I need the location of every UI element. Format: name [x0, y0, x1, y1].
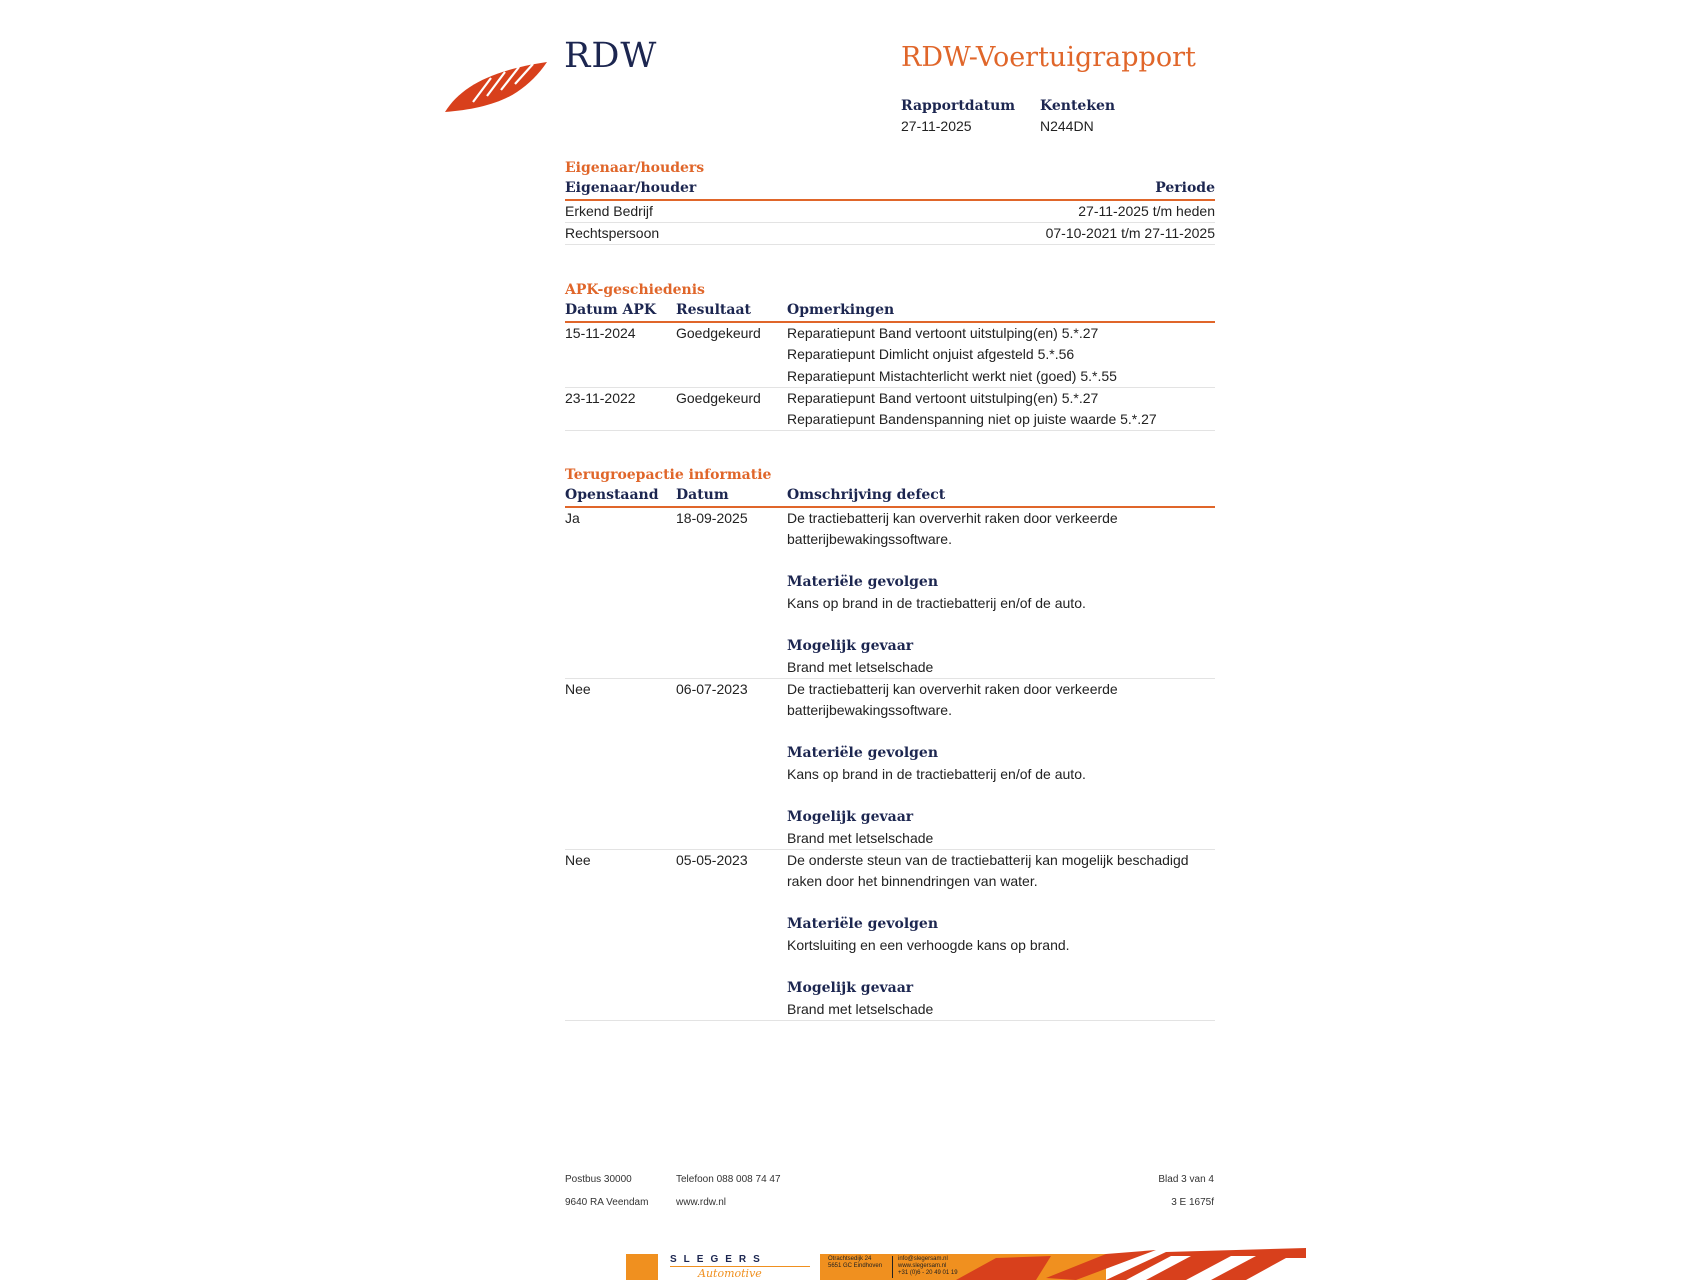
material-consequences-heading: Materiële gevolgen: [787, 744, 939, 761]
banner-address-line: 5651 GC Eindhoven: [828, 1263, 883, 1269]
column-header-date: Datum: [676, 487, 729, 503]
column-header-description: Omschrijving defect: [787, 487, 946, 503]
material-consequences-text: Kans op brand in de tractiebatterij en/of de auto.: [787, 766, 1086, 783]
recall-open-cell: Ja: [565, 510, 580, 526]
footer-phone: Telefoon 088 008 74 47: [676, 1174, 781, 1185]
banner-brand: SLEGERS: [670, 1254, 767, 1265]
material-consequences-text: Kans op brand in de tractiebatterij en/of de auto.: [787, 595, 1086, 612]
table-row: [565, 508, 1215, 679]
recall-description-line: De onderste steun van de tractiebatterij kan mogelijk beschadigd: [787, 852, 1189, 868]
footer-postbus: Postbus 30000: [565, 1174, 632, 1185]
period-cell: 07-10-2021 t/m 27-11-2025: [1045, 225, 1215, 241]
column-header-period: Periode: [1155, 180, 1215, 196]
possible-danger-heading: Mogelijk gevaar: [787, 979, 914, 996]
section-title: Eigenaar/houders: [565, 160, 705, 176]
material-consequences-text: Kortsluiting en een verhoogde kans op brand.: [787, 937, 1070, 954]
table-row: [565, 223, 1215, 245]
apk-result-cell: Goedgekeurd: [676, 325, 761, 341]
column-header-owner: Eigenaar/houder: [565, 180, 697, 196]
table-row: [565, 679, 1215, 850]
table-row: [565, 850, 1215, 1021]
table-row: [565, 323, 1215, 388]
section-title: Terugroepactie informatie: [565, 467, 772, 483]
apk-remark: Reparatiepunt Bandenspanning niet op juiste waarde 5.*.27: [787, 411, 1157, 428]
apk-remark: Reparatiepunt Mistachterlicht werkt niet (goed) 5.*.55: [787, 367, 1117, 384]
plate-label: Kenteken: [1040, 98, 1116, 114]
owner-cell: Erkend Bedrijf: [565, 203, 653, 219]
footer-document-code: 3 E 1675f: [1171, 1197, 1214, 1208]
apk-remark: Reparatiepunt Band vertoont uitstulping(en) 5.*.27: [787, 390, 1099, 406]
period-cell: 27-11-2025 t/m heden: [1078, 203, 1215, 219]
table-header: [565, 300, 1215, 323]
section-title: APK-geschiedenis: [565, 282, 705, 298]
table-row: [565, 388, 1215, 431]
column-header-open: Openstaand: [565, 487, 659, 503]
recall-section: [565, 465, 1215, 1021]
recall-open-cell: Nee: [565, 852, 591, 868]
owners-section: [565, 158, 1215, 245]
table-header: [565, 178, 1215, 201]
report-title: RDW-Voertuigrapport: [901, 42, 1196, 73]
banner-contact-line: info@slegersam.nl: [898, 1256, 948, 1262]
banner-contact-line: www.slegersam.nl: [898, 1263, 947, 1269]
recall-date-cell: 18-09-2025: [676, 510, 748, 526]
table-row: [565, 201, 1215, 223]
possible-danger-text: Brand met letselschade: [787, 659, 934, 676]
footer-website[interactable]: www.rdw.nl: [676, 1197, 727, 1208]
footer-page-number: Blad 3 van 4: [1158, 1174, 1214, 1185]
column-header-date: Datum APK: [565, 302, 657, 318]
apk-result-cell: Goedgekeurd: [676, 390, 761, 406]
possible-danger-heading: Mogelijk gevaar: [787, 637, 914, 654]
banner-orange-block: [626, 1254, 660, 1280]
banner-separator: [892, 1256, 893, 1278]
recall-date-cell: 05-05-2023: [676, 852, 748, 868]
rdw-logo-text: RDW: [564, 36, 658, 76]
report-date: 27-11-2025: [901, 118, 972, 134]
banner-contact-line: +31 (0)6 - 20 49 01 19: [898, 1270, 958, 1276]
banner-address-line: Otrachtsedijk 24: [828, 1256, 872, 1262]
possible-danger-text: Brand met letselschade: [787, 1001, 934, 1018]
owner-cell: Rechtspersoon: [565, 225, 660, 241]
apk-date-cell: 15-11-2024: [565, 325, 636, 341]
recall-open-cell: Nee: [565, 681, 591, 697]
apk-remark: Reparatiepunt Band vertoont uitstulping(en) 5.*.27: [787, 325, 1099, 341]
banner-script: Automotive: [698, 1267, 762, 1280]
material-consequences-heading: Materiële gevolgen: [787, 915, 939, 932]
recall-description-line: batterijbewakingssoftware.: [787, 531, 952, 548]
column-header-remarks: Opmerkingen: [787, 302, 895, 318]
rdw-logo-icon: [443, 56, 553, 114]
recall-description-line: De tractiebatterij kan oververhit raken door verkeerde: [787, 510, 1118, 526]
report-date-label: Rapportdatum: [901, 98, 1016, 114]
possible-danger-text: Brand met letselschade: [787, 830, 934, 847]
apk-date-cell: 23-11-2022: [565, 390, 636, 406]
recall-date-cell: 06-07-2023: [676, 681, 748, 697]
banner-stripes-graphic: [956, 1248, 1306, 1280]
apk-remark: Reparatiepunt Dimlicht onjuist afgesteld 5.*.56: [787, 346, 1075, 363]
table-header: [565, 485, 1215, 508]
column-header-result: Resultaat: [676, 302, 751, 318]
recall-description-line: De tractiebatterij kan oververhit raken door verkeerde: [787, 681, 1118, 697]
plate-number: N244DN: [1040, 118, 1094, 134]
material-consequences-heading: Materiële gevolgen: [787, 573, 939, 590]
apk-section: [565, 280, 1215, 431]
recall-description-line: batterijbewakingssoftware.: [787, 702, 952, 719]
possible-danger-heading: Mogelijk gevaar: [787, 808, 914, 825]
dealer-banner: [626, 1248, 1306, 1280]
recall-description-line: raken door het binnendringen van water.: [787, 873, 1038, 890]
footer-city: 9640 RA Veendam: [565, 1197, 649, 1208]
